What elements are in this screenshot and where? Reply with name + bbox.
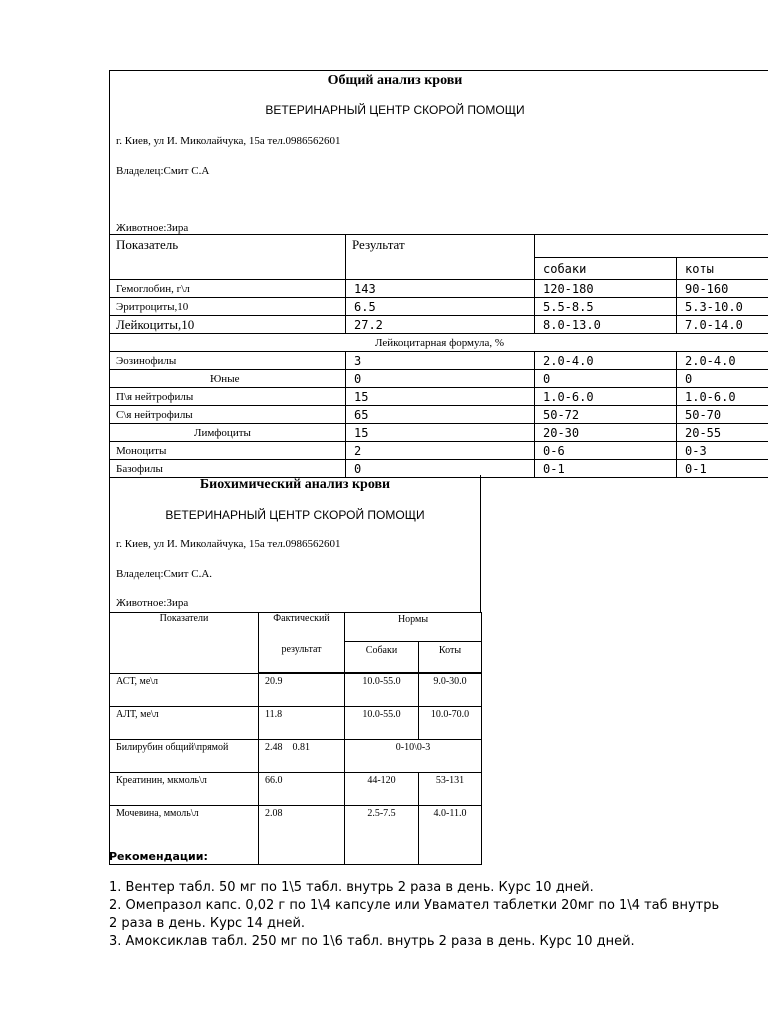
cbc-row-result: 0 <box>346 460 535 478</box>
cbc-address: г. Киев, ул И. Миколайчука, 15а тел.0986562601 <box>116 135 341 147</box>
bio-address: г. Киев, ул И. Миколайчука, 15а тел.0986562601 <box>116 538 341 550</box>
bio-row-label: Билирубин общий\прямой <box>110 740 259 773</box>
table-row <box>110 406 768 424</box>
bio-header-row <box>110 613 482 642</box>
cbc-row-dogs: 1.0-6.0 <box>535 388 677 406</box>
bio-row-dogs: 10.0-55.0 <box>345 673 419 707</box>
cbc-col-result: Результат <box>346 235 535 280</box>
bio-row-cats: 53-131 <box>419 773 482 806</box>
bio-col-actual-line2: результат <box>281 644 322 655</box>
bio-table <box>109 612 482 865</box>
list-item: 3. Амоксиклав табл. 250 мг по 1\6 табл. внутрь 2 раза в день. Курс 10 дней. <box>109 934 635 949</box>
cbc-row-dogs: 120-180 <box>535 280 677 298</box>
table-row <box>110 673 482 707</box>
cbc-row-result: 15 <box>346 388 535 406</box>
table-row <box>110 298 768 316</box>
bio-row-result: 66.0 <box>259 773 345 806</box>
cbc-row-result: 0 <box>346 370 535 388</box>
cbc-row-label: Эритроциты,10 <box>110 298 346 316</box>
cbc-row-cats: 5.3-10.0 <box>677 298 768 316</box>
bio-row-result: 2.48 0.81 <box>259 740 345 773</box>
cbc-row-cats: 20-55 <box>677 424 768 442</box>
cbc-row-cats: 0 <box>677 370 768 388</box>
cbc-row-result: 3 <box>346 352 535 370</box>
bio-row-result: 20.9 <box>259 673 345 707</box>
bio-row-dogs: 10.0-55.0 <box>345 707 419 740</box>
bio-owner: Владелец:Смит С.А. <box>116 568 213 580</box>
table-row <box>110 773 482 806</box>
cbc-row-cats: 2.0-4.0 <box>677 352 768 370</box>
cbc-row-dogs: 5.5-8.5 <box>535 298 677 316</box>
recommendations-title: Рекомендации: <box>109 850 208 863</box>
cbc-row-dogs: 20-30 <box>535 424 677 442</box>
bio-row-label: Мочевина, ммоль\л <box>110 806 259 865</box>
table-row <box>110 316 768 334</box>
cbc-row-dogs: 0 <box>535 370 677 388</box>
cbc-row-cats: 50-70 <box>677 406 768 424</box>
cbc-col-indicator: Показатель <box>110 235 346 280</box>
table-row <box>110 388 768 406</box>
cbc-row-label: Моноциты <box>110 442 346 460</box>
table-row <box>110 707 482 740</box>
cbc-row-label: Лимфоциты <box>110 424 346 442</box>
cbc-row-dogs: 0-1 <box>535 460 677 478</box>
bio-col-actual <box>259 613 345 674</box>
cbc-row-label: Гемоглобин, г\л <box>110 280 346 298</box>
cbc-row-cats: 1.0-6.0 <box>677 388 768 406</box>
cbc-col-dogs: собаки <box>535 258 677 280</box>
cbc-row-cats: 7.0-14.0 <box>677 316 768 334</box>
cbc-row-label: С\я нейтрофилы <box>110 406 346 424</box>
cbc-animal: Животное:Зира <box>116 222 189 234</box>
cbc-row-result: 2 <box>346 442 535 460</box>
cbc-row-result: 143 <box>346 280 535 298</box>
bio-col-actual-line1: Фактический <box>273 613 330 624</box>
bio-row-result: 11.8 <box>259 707 345 740</box>
cbc-row-label: Базофилы <box>110 460 346 478</box>
cbc-row-label: Лейкоциты,10 <box>110 316 346 334</box>
cbc-row-dogs: 50-72 <box>535 406 677 424</box>
bio-row-result: 2.08 <box>259 806 345 865</box>
table-row <box>110 424 768 442</box>
list-item: 2. Омепразол капс. 0,02 г по 1\4 капсуле или Увамател таблетки 20мг по 1\4 таб внутрь 2 раза в день. Курс 14 дней. <box>109 898 720 931</box>
cbc-row-label: Юные <box>110 370 346 388</box>
cbc-row-dogs: 8.0-13.0 <box>535 316 677 334</box>
cbc-norms-header <box>535 235 768 258</box>
bio-header <box>109 475 481 613</box>
bio-row-dogs: 44-120 <box>345 773 419 806</box>
list-item: 1. Вентер табл. 50 мг по 1\5 табл. внутрь 2 раза в день. Курс 10 дней. <box>109 880 594 895</box>
bio-clinic-name: ВЕТЕРИНАРНЫЙ ЦЕНТР СКОРОЙ ПОМОЩИ <box>165 508 425 522</box>
cbc-col-cats: коты <box>677 258 768 280</box>
cbc-row-result: 6.5 <box>346 298 535 316</box>
bio-col-cats: Коты <box>419 642 482 674</box>
table-row <box>110 352 768 370</box>
cbc-row-label: Эозинофилы <box>110 352 346 370</box>
cbc-title: Общий анализ крови <box>327 73 463 88</box>
bio-row-label: АСТ, ме\л <box>110 673 259 707</box>
cbc-row-dogs: 2.0-4.0 <box>535 352 677 370</box>
bio-row-label: АЛТ, ме\л <box>110 707 259 740</box>
bio-row-cats: 10.0-70.0 <box>419 707 482 740</box>
recommendations-list <box>109 879 729 951</box>
cbc-header-row <box>110 235 768 258</box>
bio-title: Биохимический анализ крови <box>199 477 391 492</box>
bio-row-label: Креатинин, мкмоль\л <box>110 773 259 806</box>
cbc-row-result: 15 <box>346 424 535 442</box>
bio-col-norms: Нормы <box>345 613 482 642</box>
cbc-row-result: 27.2 <box>346 316 535 334</box>
cbc-owner: Владелец:Смит С.А <box>116 165 210 177</box>
bio-row-cats: 4.0-11.0 <box>419 806 482 865</box>
cbc-table <box>109 234 768 478</box>
cbc-row-dogs: 0-6 <box>535 442 677 460</box>
cbc-formula-title: Лейкоцитарная формула, % <box>110 334 768 352</box>
bio-col-dogs: Собаки <box>345 642 419 674</box>
bio-row-cats: 9.0-30.0 <box>419 673 482 707</box>
bio-row-dogs: 2.5-7.5 <box>345 806 419 865</box>
table-row <box>110 740 482 773</box>
bio-row-norm: 0-10\0-3 <box>345 740 482 773</box>
cbc-clinic-name: ВЕТЕРИНАРНЫЙ ЦЕНТР СКОРОЙ ПОМОЩИ <box>265 103 525 117</box>
bio-col-indicators: Показатели <box>110 613 259 674</box>
bio-animal: Животное:Зира <box>116 597 189 609</box>
cbc-row-cats: 0-1 <box>677 460 768 478</box>
cbc-header <box>109 70 768 235</box>
table-row <box>110 280 768 298</box>
table-row <box>110 442 768 460</box>
table-row <box>110 370 768 388</box>
cbc-formula-title-row <box>110 334 768 352</box>
cbc-row-result: 65 <box>346 406 535 424</box>
cbc-row-cats: 0-3 <box>677 442 768 460</box>
cbc-row-label: П\я нейтрофилы <box>110 388 346 406</box>
cbc-row-cats: 90-160 <box>677 280 768 298</box>
